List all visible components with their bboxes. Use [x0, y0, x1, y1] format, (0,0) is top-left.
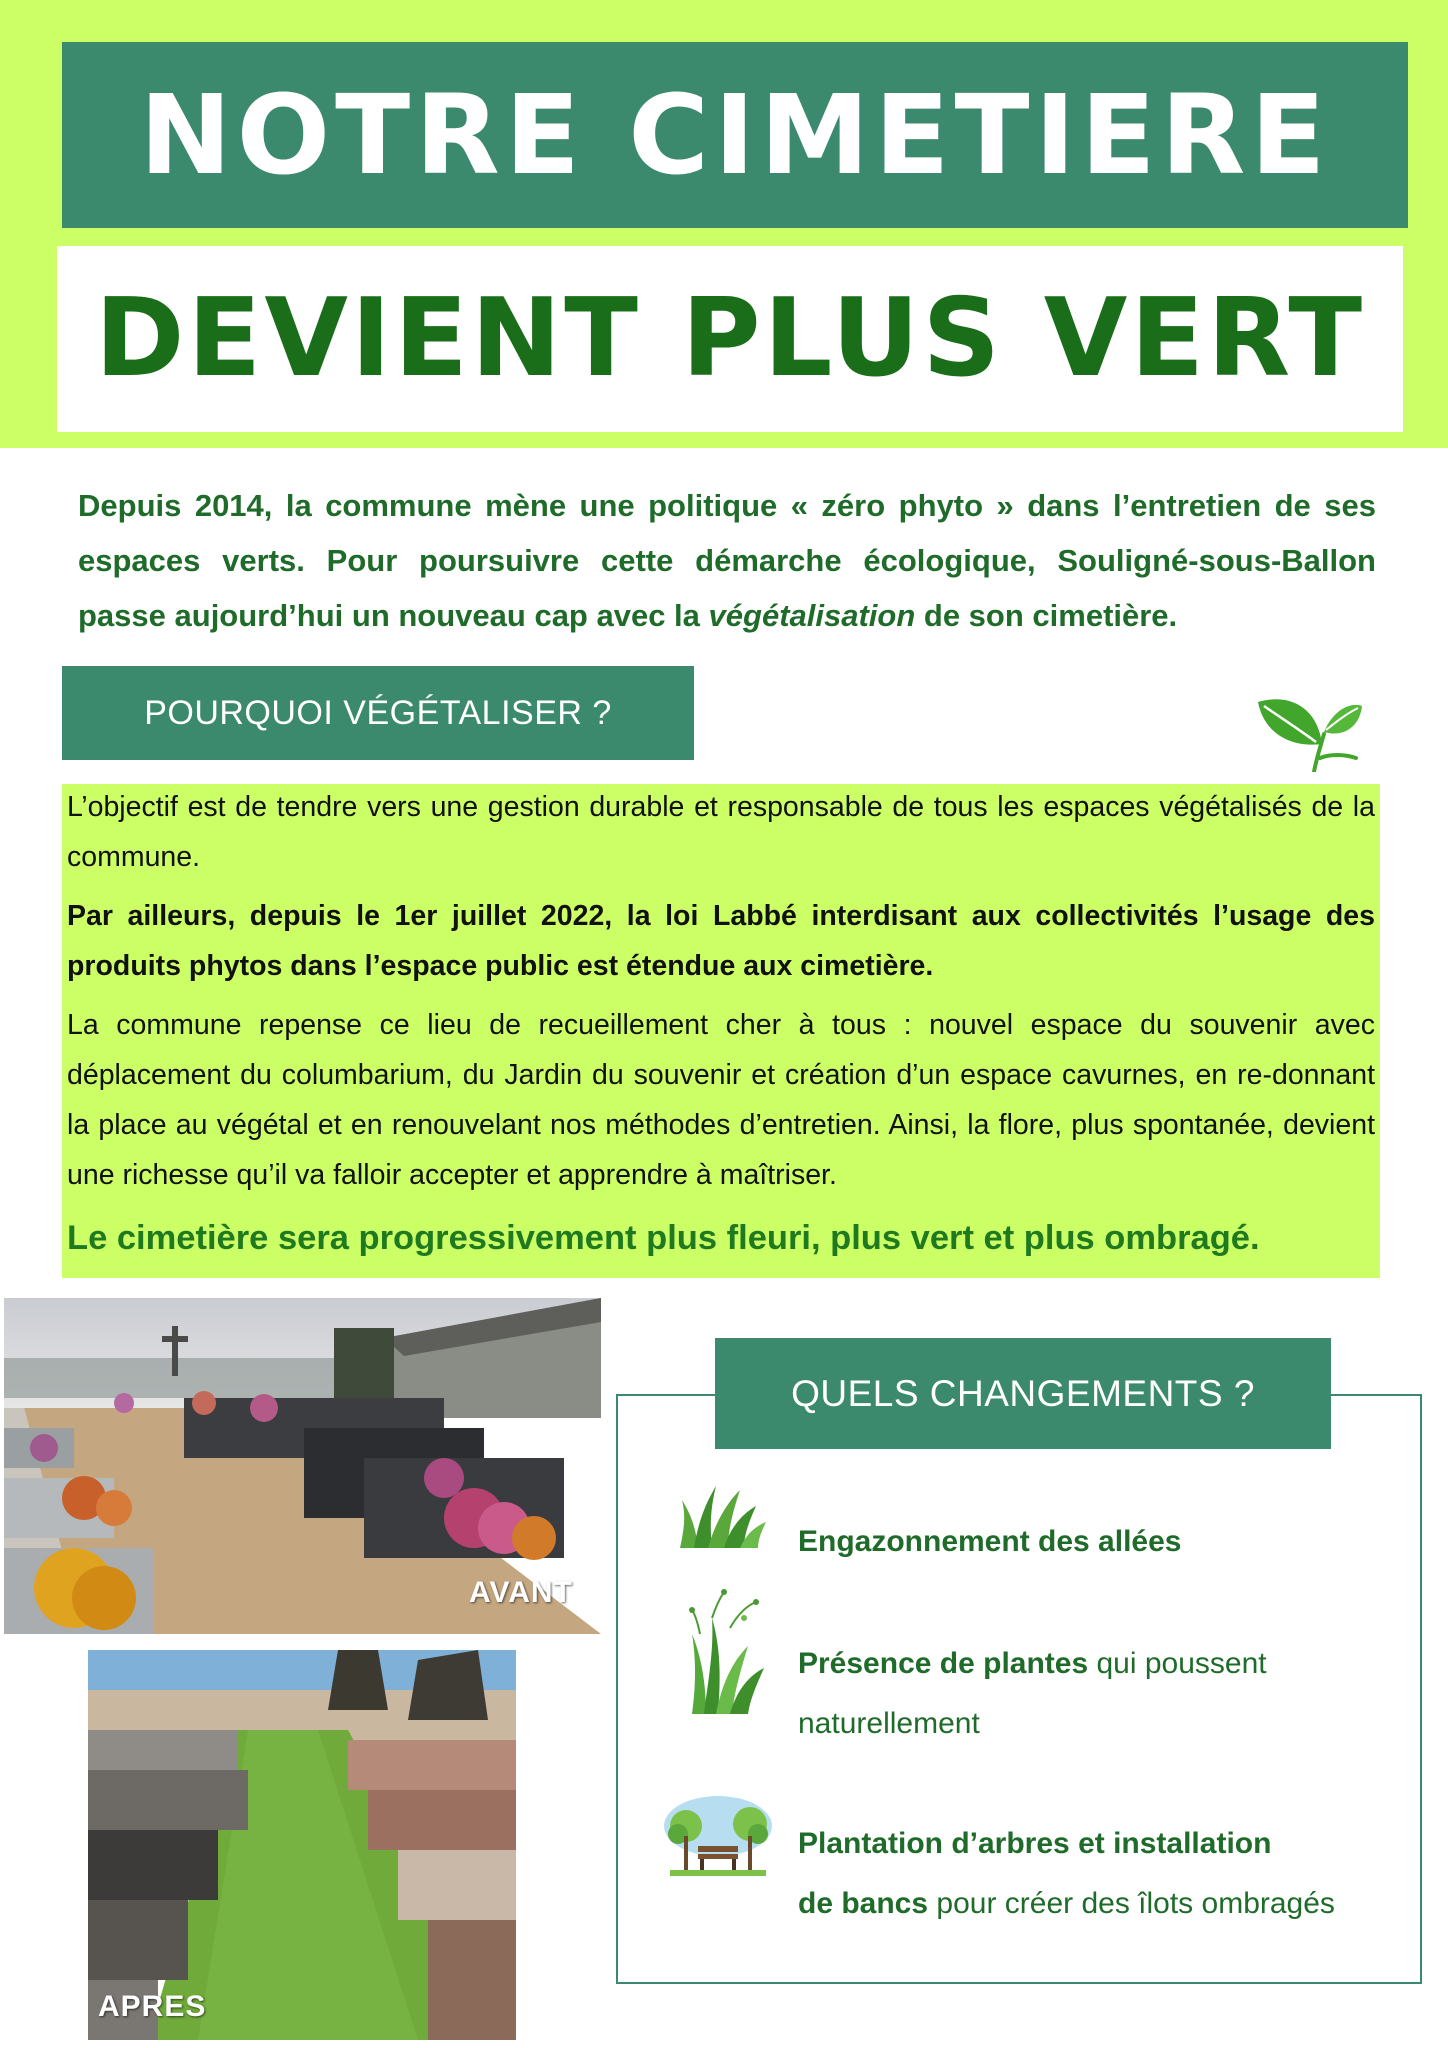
intro-text-2: de son cimetière.: [915, 598, 1178, 633]
why-heading: POURQUOI VÉGÉTALISER ?: [62, 666, 694, 760]
before-photo: [4, 1298, 601, 1634]
before-label: AVANT: [469, 1576, 573, 1609]
change-item-2-bold: Présence de plantes: [798, 1647, 1089, 1680]
intro-paragraph: [78, 478, 1376, 643]
change-item-2-line1: [798, 1634, 1267, 1694]
change-item-3-line1: Plantation d’arbres et installation: [798, 1827, 1272, 1860]
intro-text-1: Depuis 2014, la commune mène une politique « zéro phyto » dans l’entretien de ses espaces verts. Pour poursuivre cette démarche écologique, Souligné-sous-Ballon passe aujourd’hui un nouveau cap avec la: [78, 488, 1376, 633]
change-item-2-line2: naturellement: [798, 1707, 980, 1740]
change-item-3-line2: [798, 1874, 1335, 1934]
wild-plants-icon: [686, 1588, 768, 1714]
subtitle-banner: [57, 246, 1403, 432]
why-paragraph-1: L’objectif est de tendre vers une gestion durable et responsable de tous les espaces végétalisés de la commune.: [67, 791, 1375, 873]
change-item-2: [798, 1634, 1267, 1754]
why-section-text: [67, 782, 1375, 1276]
grass-icon: [676, 1476, 768, 1548]
intro-emphasis: végétalisation: [708, 598, 916, 633]
why-paragraph-3: La commune repense ce lieu de recueillement cher à tous : nouvel espace du souvenir avec déplacement du columbarium, du Jardin du souvenir et création d’un espace cavurnes, en re-donnant la place au végétal et en renouvelant nos méthodes d’entretien. Ainsi, la flore, plus spontanée, devient une richesse qu’il va falloir accepter et apprendre à maîtriser.: [67, 1009, 1375, 1191]
trees-bench-icon: [664, 1796, 772, 1880]
change-item-3-bold: de bancs: [798, 1887, 929, 1920]
page-subtitle: DEVIENT PLUS VERT: [94, 276, 1366, 401]
page-title: NOTRE CIMETIERE: [139, 71, 1331, 199]
after-photo: [88, 1650, 516, 2040]
change-item-1-text: Engazonnement des allées: [798, 1525, 1182, 1558]
why-paragraph-2: Par ailleurs, depuis le 1er juillet 2022, la loi Labbé interdisant aux collectivités l’usage des produits phytos dans l’espace public est étendue aux cimetière.: [67, 900, 1375, 982]
title-banner: [62, 42, 1408, 228]
change-item-3: [798, 1814, 1335, 1934]
why-conclusion: Le cimetière sera progressivement plus fleuri, plus vert et plus ombragé.: [67, 1219, 1260, 1257]
change-item-1: [798, 1512, 1181, 1572]
changes-heading: QUELS CHANGEMENTS ?: [715, 1338, 1331, 1449]
change-item-2-rest: qui poussent: [1088, 1647, 1267, 1680]
leaf-icon: [1252, 692, 1364, 772]
change-item-3-rest: pour créer des îlots ombragés: [928, 1887, 1335, 1920]
after-photo-image: [88, 1650, 516, 2040]
after-label: APRES: [98, 1990, 207, 2023]
